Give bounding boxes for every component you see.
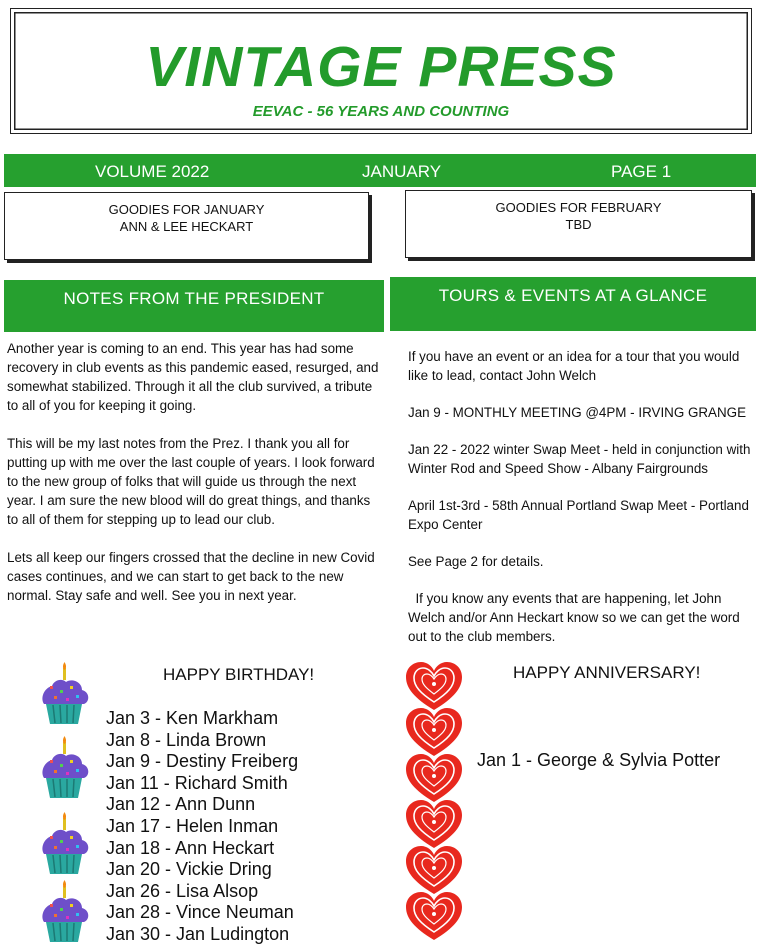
birthday-list bbox=[106, 708, 298, 946]
birthday-item: Jan 3 - Ken Markham bbox=[106, 708, 279, 728]
cupcake-icon-column bbox=[36, 656, 92, 946]
anniversary-item: Jan 1 - George & Sylvia Potter bbox=[477, 750, 721, 770]
event-item: Jan 9 - MONTHLY MEETING @4PM - IRVING GRANGE bbox=[408, 405, 747, 420]
president-paragraph: Another year is coming to an end. This year has had some recovery in club events as this pandemic eased, resurged, and somewhat stabilized. Through it all the club survived, a tribute to all of you for keeping it going. bbox=[7, 341, 379, 413]
tours-intro: If you have an event or an idea for a tour that you would like to lead, contact John Welch bbox=[408, 349, 740, 383]
heart-chain-icon bbox=[404, 662, 464, 942]
birthday-item: Jan 18 - Ann Heckart bbox=[106, 837, 275, 858]
birthday-item: Jan 30 - Jan Ludington bbox=[106, 923, 290, 944]
page-label: PAGE 1 bbox=[611, 162, 672, 181]
newsletter-title: VINTAGE PRESS bbox=[145, 35, 617, 99]
goodies-january-names: ANN & LEE HECKART bbox=[119, 219, 254, 234]
goodies-january-box bbox=[4, 192, 369, 260]
birthday-item: Jan 20 - Vickie Dring bbox=[106, 859, 272, 880]
president-paragraph: This will be my last notes from the Prez. I thank you all for putting up with me over the last couple of years. I look forward to the new group of folks that will guide us through the next year. I am sure the new blood will do great things, and thanks to all of them for stepping up to lead our club. bbox=[7, 436, 375, 527]
masthead bbox=[10, 8, 752, 134]
birthday-heading: HAPPY BIRTHDAY! bbox=[163, 665, 315, 684]
president-heading: NOTES FROM THE PRESIDENT bbox=[63, 289, 325, 308]
goodies-february-title: GOODIES FOR FEBRUARY bbox=[495, 200, 662, 215]
month-label: JANUARY bbox=[362, 162, 442, 181]
newsletter-subtitle: EEVAC - 56 YEARS AND COUNTING bbox=[252, 103, 510, 120]
president-heading-bar bbox=[4, 280, 384, 332]
president-paragraph: Lets all keep our fingers crossed that the decline in new Covid cases continues, and we can start to get back to the new normal. Stay safe and well. See you in next year. bbox=[7, 550, 375, 603]
event-item: April 1st-3rd - 58th Annual Portland Swap Meet - Portland Expo Center bbox=[408, 498, 749, 532]
tours-events bbox=[408, 347, 761, 646]
president-notes bbox=[7, 339, 383, 605]
volume-bar bbox=[4, 154, 756, 187]
tours-heading-bar bbox=[390, 277, 756, 331]
birthday-item: Jan 9 - Destiny Freiberg bbox=[106, 751, 299, 772]
event-item: Jan 22 - 2022 winter Swap Meet - held in conjunction with Winter Rod and Speed Show - Albany Fairgrounds bbox=[408, 442, 751, 476]
birthday-item: Jan 28 - Vince Neuman bbox=[106, 902, 294, 923]
see-page-note: See Page 2 for details. bbox=[408, 554, 544, 569]
volume-label: VOLUME 2022 bbox=[95, 162, 210, 181]
anniversary-heading: HAPPY ANNIVERSARY! bbox=[513, 663, 701, 682]
goodies-february-names: TBD bbox=[565, 217, 592, 232]
birthday-item: Jan 11 - Richard Smith bbox=[106, 772, 288, 793]
birthday-item: Jan 8 - Linda Brown bbox=[106, 729, 267, 750]
birthday-item: Jan 17 - Helen Inman bbox=[106, 815, 279, 836]
goodies-january-title: GOODIES FOR JANUARY bbox=[108, 202, 265, 217]
birthday-item: Jan 26 - Lisa Alsop bbox=[106, 880, 259, 901]
birthday-item: Jan 12 - Ann Dunn bbox=[106, 794, 256, 815]
tours-closing: If you know any events that are happening, let John Welch and/or Ann Heckart know so we can get the word out to the club members. bbox=[408, 591, 744, 644]
tours-heading: TOURS & EVENTS AT A GLANCE bbox=[438, 286, 708, 305]
goodies-february-box bbox=[405, 190, 752, 258]
